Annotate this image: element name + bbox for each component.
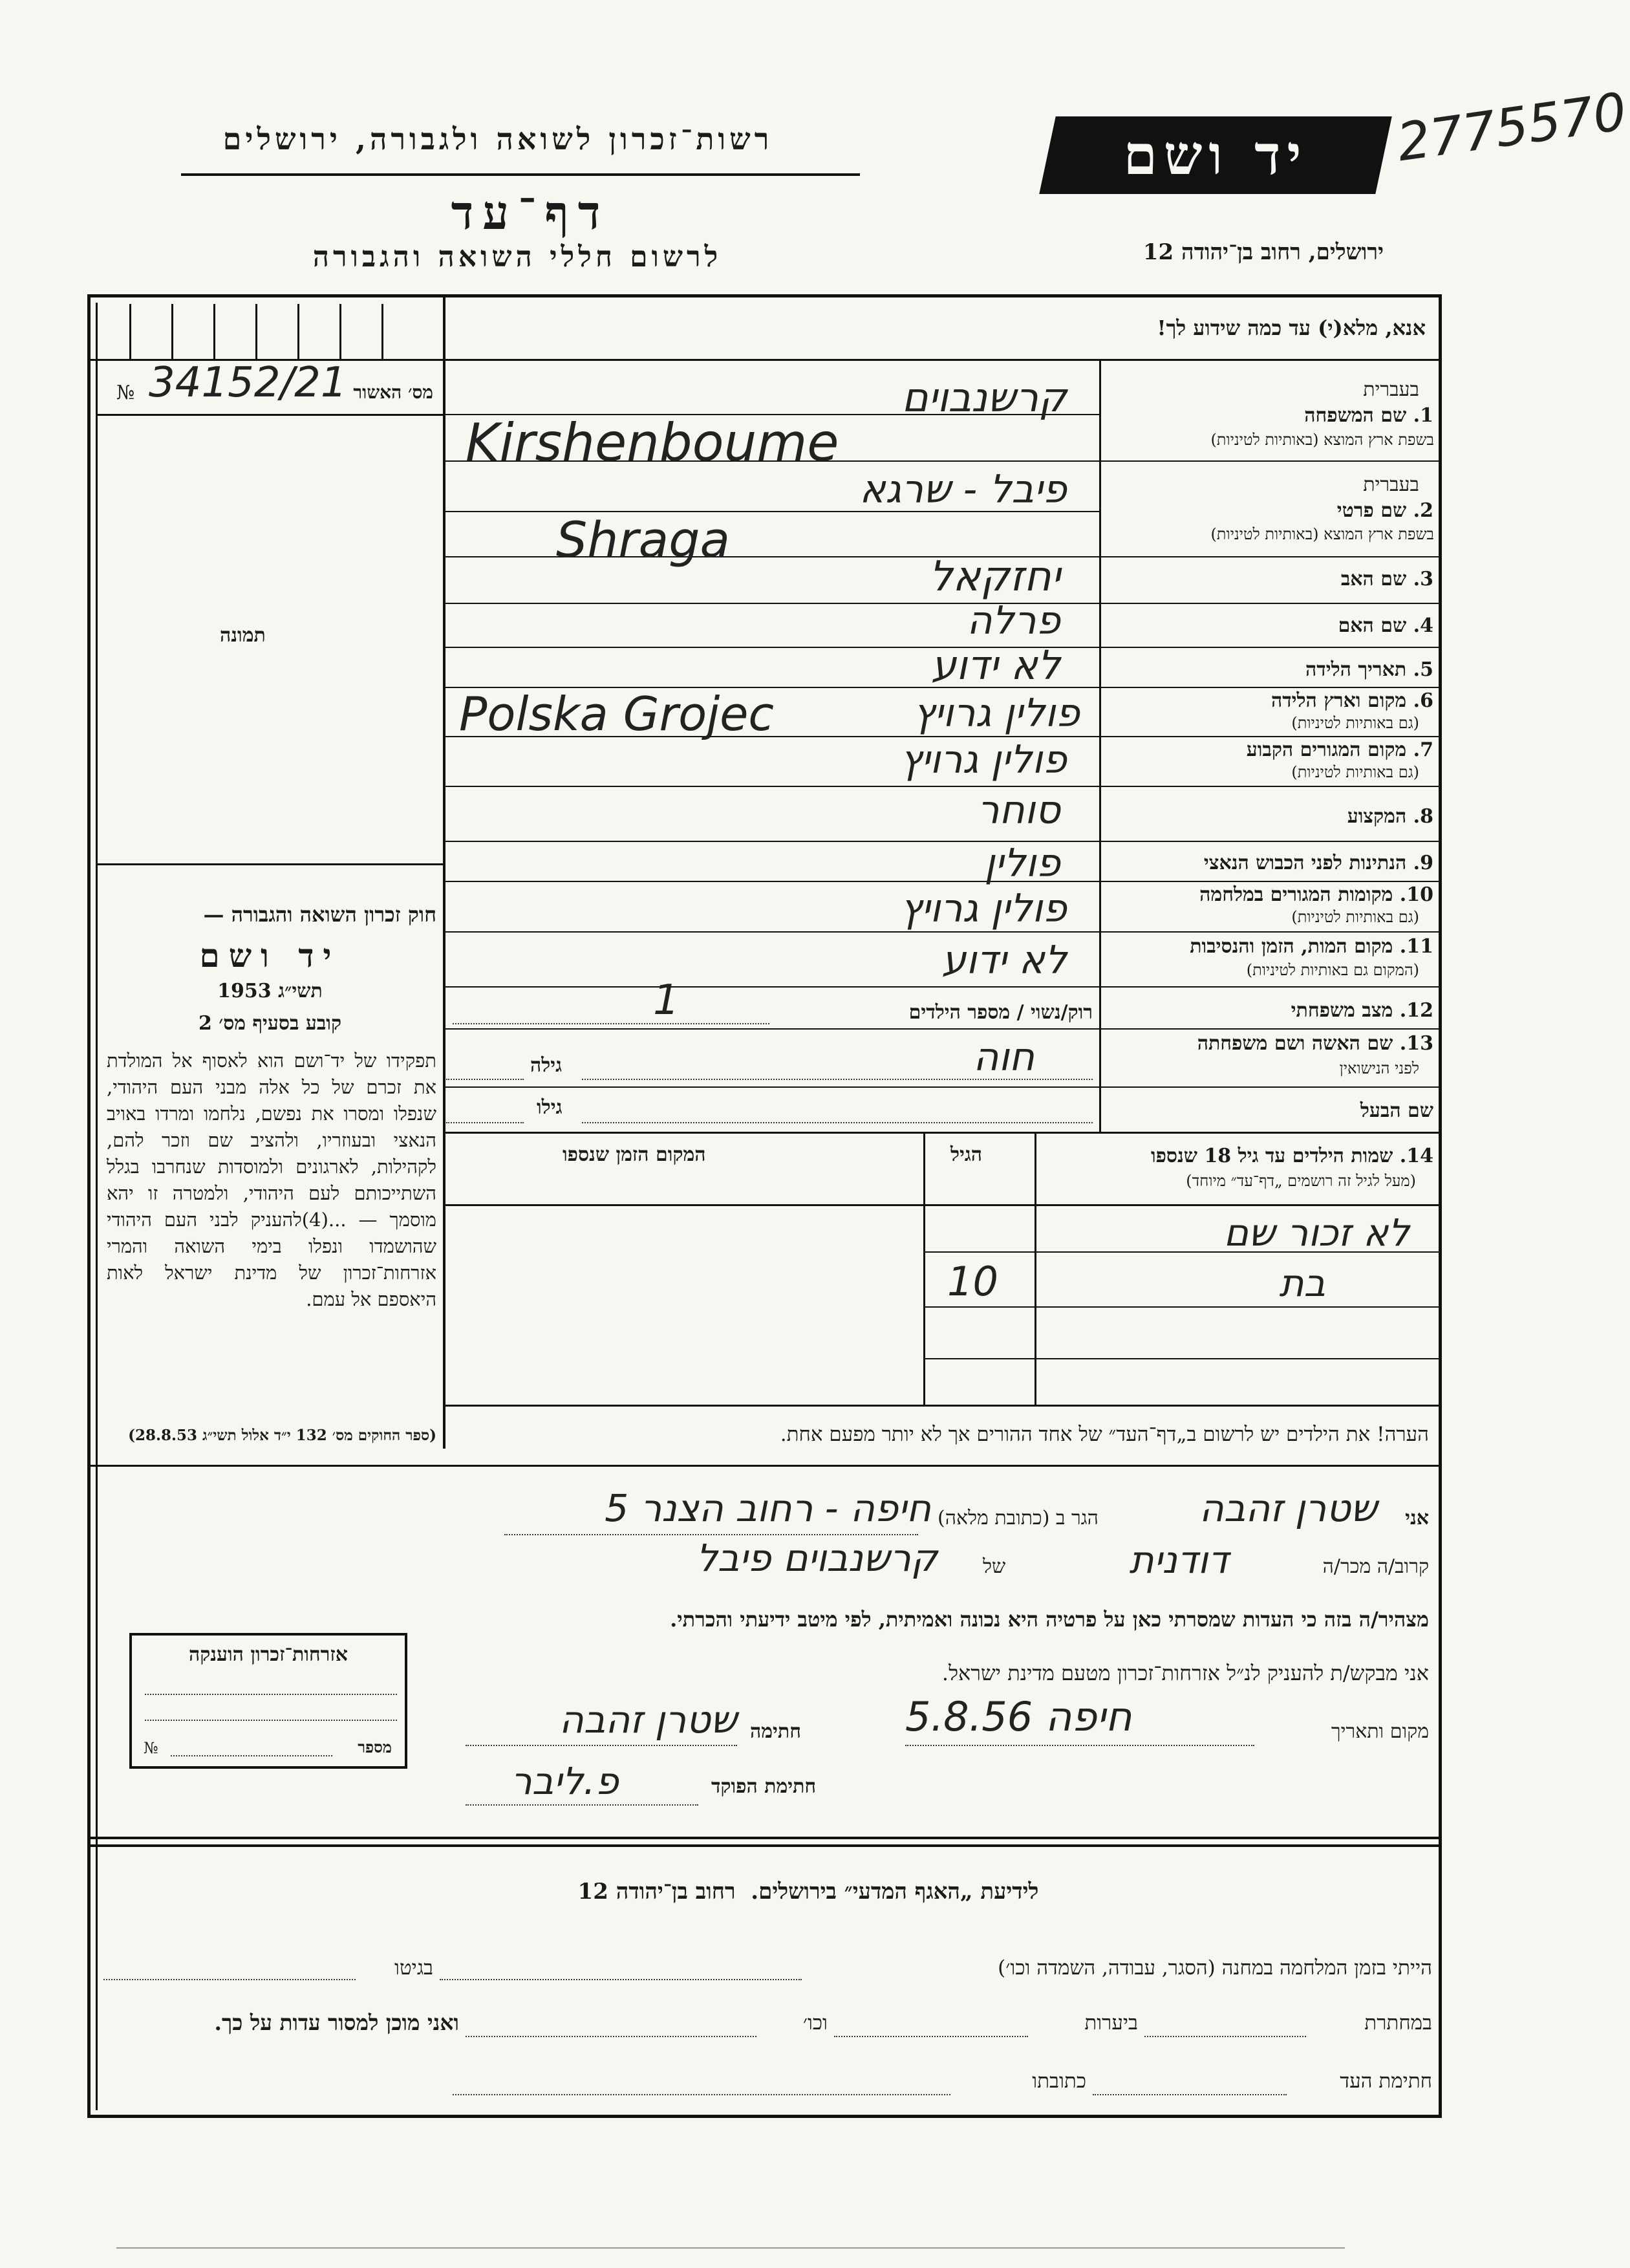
field-6-value-lat: Polska Grojec [459, 687, 775, 741]
logo-text: יד ושם [1123, 123, 1308, 187]
place-date-label: מקום ותאריך [1331, 1720, 1429, 1743]
child-2-age: 10 [947, 1258, 998, 1305]
of-name: קרשנבוים פיבל [696, 1536, 938, 1580]
field-1-hebrew-label: בעברית [1363, 378, 1419, 401]
request-text: אני מבקש/ת להעניק לנ״ל אזרחות־זכרון מטעם מדינת ישראל. [941, 1661, 1429, 1685]
photo-label: תמונה [220, 624, 266, 647]
footer-underground: במחתרת [1364, 2011, 1432, 2035]
field-2-value-he: פיבל - שרגא [859, 467, 1067, 512]
field-4-value: פרלה [967, 598, 1060, 643]
citizenship-number-label: מספר [358, 1738, 392, 1756]
officer-label: חתימת הפוקד [711, 1775, 817, 1798]
field-6-sub: (גם באותיות לטיניות) [1291, 714, 1419, 732]
logo [1039, 116, 1392, 194]
field-5-value: לא ידוע [931, 642, 1060, 689]
field-11-value: לא ידוע [941, 938, 1067, 983]
law-year: תשי״ג 1953 [217, 980, 323, 1002]
authority-title: רשות־זכרון לשואה ולגבורה, ירושלים [222, 122, 773, 157]
footer-forests: ביערות [1084, 2011, 1138, 2035]
declarant-prefix: אני [1405, 1507, 1429, 1529]
approval-prefix: № [116, 382, 135, 404]
husband-label: שם הבעל [1360, 1099, 1433, 1122]
law-text: תפקידו של יד־ושם הוא לאסוף אל המולדת את זכרם של כל אלה מבני העם היהודי, שנפלו ומסרו את נפשם, נלחמו ומרדו באויב הנאצי ובעוזריו, ולהציב שם וזכר להם, לקהילות, לארגונים ולמוסדות שנחרבו בגלל השתייכותם לעם היהודי, ולמטרה זו יהא מוסמך — ...(4)להעניק לבני העם היהודי שהושמדו ונפלו בימי השואה והמרי אזרחות־זכרון של מדינת ישראל לאות היאספם אל עמם. [107, 1050, 436, 1310]
footer-address-label: כתובתו [1032, 2069, 1086, 2093]
field-10-sub: (גם באותיות לטיניות) [1291, 908, 1419, 926]
header-underline [181, 173, 860, 176]
field-3-value: יחזקאל [929, 553, 1060, 601]
field-9-value: פולין [984, 841, 1060, 886]
approval-number: 34152/21 [149, 359, 347, 407]
label-column-border [1099, 359, 1101, 1132]
field-8-value: סוחר [977, 788, 1060, 833]
citizenship-prefix: № [144, 1739, 158, 1757]
relation: דודנית [1129, 1538, 1228, 1582]
field-1-sub: בשפת ארץ המוצא (באותיות לטיניות) [1210, 431, 1434, 449]
field-13-sub: לפני הנישואין [1339, 1059, 1419, 1077]
field-1-value-lat: Kirshenboume [466, 413, 839, 473]
law-clause: קובע בסעיף מס׳ 2 [198, 1012, 342, 1035]
signature: שטרן זהבה [559, 1698, 737, 1742]
field-7-value: פולין גרויץ [900, 737, 1067, 783]
address-label: הגר ב (כתובת מלאה) [938, 1507, 1099, 1529]
field-1-label: 1. שם המשפחה [1304, 404, 1433, 427]
law-title: חוק זכרון השואה והגבורה — [203, 902, 436, 927]
footer-ready: ואני מוכן למסור עדות על כך. [214, 2010, 459, 2035]
field-12-options: רוק/נשוי / מספר הילדים [908, 1001, 1093, 1024]
of-label: של [983, 1555, 1006, 1578]
approval-label: מס׳ האשור [353, 382, 433, 403]
footer-witness-sig: חתימת העד [1340, 2069, 1432, 2093]
field-11-sub: (המקום גם באותיות לטיניות) [1246, 961, 1419, 979]
field-4-label: 4. שם האם [1338, 614, 1433, 637]
signature-label: חתימה [750, 1720, 801, 1743]
children-age-header: הגיל [950, 1143, 983, 1166]
field-13-label: 13. שם האשה ושם משפחתה [1197, 1032, 1433, 1055]
handwritten-ref: 2775570 [1393, 81, 1630, 173]
field-2-sub: בשפת ארץ המוצא (באותיות לטיניות) [1210, 525, 1434, 543]
law-ref: (ספר החוקים מס׳ 132 י״ד אלול תשי״ג 28.8.53) [128, 1427, 436, 1444]
field-6-value-he: פולין גרויץ [913, 691, 1080, 736]
scan-edge [116, 2247, 1345, 2249]
declarant-name: שטרן זהבה [1199, 1486, 1377, 1530]
field-13-value: חוה [973, 1035, 1035, 1080]
children-label: 14. שמות הילדים עד גיל 18 שנספו [1150, 1145, 1433, 1167]
husband-age-label: גילו [537, 1096, 563, 1119]
left-column-border [443, 297, 445, 1449]
declarant-address: חיפה - רחוב הצנר 5 [605, 1486, 931, 1530]
children-sub: (מעל לגיל זה רושמים „דף־עד״ מיוחד) [1186, 1172, 1416, 1190]
footer-line1: הייתי בזמן המלחמה במחנה (הסגר, עבודה, השמדה וכו׳) [998, 1956, 1432, 1980]
field-12-value: 1 [653, 977, 680, 1024]
field-2-hebrew-label: בעברית [1363, 473, 1419, 496]
children-place-header: המקום הזמן שנספו [563, 1143, 706, 1166]
officer-signature: פ.ליבר [511, 1759, 619, 1803]
field-3-label: 3. שם האב [1340, 568, 1433, 590]
field-2-value-lat: Shraga [556, 511, 731, 568]
citizenship-box [129, 1633, 407, 1769]
form-subtitle: לרשום חללי השואה והגבורה [312, 241, 722, 274]
law-name: יד ושם [199, 936, 341, 975]
child-2-name: בת [1279, 1261, 1325, 1305]
field-7-label: 7. מקום המגורים הקבוע [1246, 739, 1433, 761]
footer-etc: וכו׳ [802, 2011, 828, 2035]
declaration-text: מצהיר/ה בזה כי העדות שמסרתי כאן על פרטיה היא נכונה ואמיתית, לפי מיטב ידיעתי והכרתי. [670, 1607, 1429, 1632]
address: ירושלים, רחוב בן־יהודה 12 [1142, 239, 1384, 265]
field-10-value: פולין גרויץ [900, 886, 1067, 931]
instruction: אנא, מלא(י) עד כמה שידוע לך! [1157, 316, 1426, 340]
relative-label: קרוב/ה מכר/ה [1322, 1555, 1429, 1578]
citizenship-title: אזרחות־זכרון הוענקה [188, 1643, 349, 1666]
field-1-value-he: קרשנבוים [901, 374, 1067, 421]
field-11-label: 11. מקום המות, הזמן והנסיבות [1190, 935, 1433, 958]
field-9-label: 9. הנתינות לפני הכבוש הנאצי [1203, 852, 1433, 874]
field-10-label: 10. מקומות המגורים במלחמה [1199, 883, 1433, 906]
field-2-label: 2. שם פרטי [1336, 499, 1433, 522]
place-date: חיפה 5.8.56 [905, 1693, 1132, 1740]
footer-ghetto: בגיטו [394, 1956, 433, 1980]
field-7-sub: (גם באותיות לטיניות) [1291, 763, 1419, 781]
field-5-label: 5. תאריך הלידה [1305, 658, 1433, 681]
field-6-label: 6. מקום וארץ הלידה [1271, 689, 1433, 712]
wife-age-label: גילה [530, 1054, 563, 1077]
form-title: דף־עד [451, 185, 610, 240]
field-8-label: 8. המקצוע [1347, 805, 1433, 828]
children-note: הערה! את הילדים יש לרשום ב„דף־העד״ של אחד ההורים אך לא יותר מפעם אחת. [780, 1423, 1429, 1446]
footer-title: לידיעת „האגף המדעי״ בירושלים. רחוב בן־יהודה 12 [577, 1879, 1039, 1905]
child-1-name: לא זכור שם [1223, 1211, 1410, 1255]
field-12-label: 12. מצב משפחתי [1291, 999, 1433, 1022]
